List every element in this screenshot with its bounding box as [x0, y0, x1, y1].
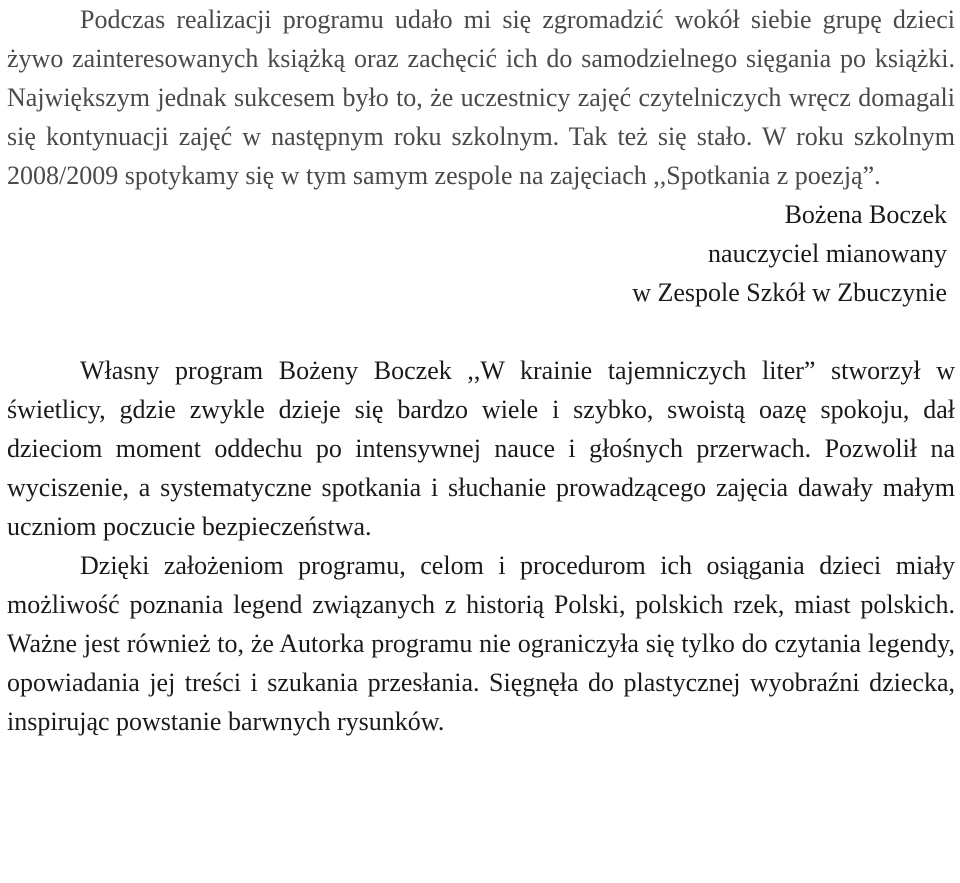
author-signature: [7, 195, 955, 312]
document-page: [7, 0, 955, 883]
report-paragraph: Podczas realizacji programu udało mi się zgromadzić wokół siebie grupę dzieci żywo zainteresowanych książką oraz zachęcić ich do samodzielnego sięgania po książki. Największym jednak sukcesem było to, że uczestnicy zajęć czytelniczych wręcz domagali się kontynuacji zajęć w następnym roku szkolnym. Tak też się stało. W roku szkolnym 2008/2009 spotykamy się w tym samym zespole na zajęciach ,,Spotkania z poezją”.: [7, 5, 955, 190]
review-paragraph: Własny program Bożeny Boczek ,,W krainie tajemniczych liter” stworzył w świetlicy, gdzie zwykle dzieje się bardzo wiele i szybko, swoistą oazę spokoju, dał dzieciom moment oddechu po intensywnej nauce i głośnych przerwach. Pozwolił na wyciszenie, a systematyczne spotkania i słuchanie prowadzącego zajęcia dawały małym uczniom poczucie bezpieczeństwa.: [7, 356, 955, 541]
author-title: nauczyciel mianowany: [708, 239, 947, 268]
author-name: Bożena Boczek: [784, 200, 947, 229]
review-paragraph-continued: Dzięki założeniom programu, celom i procedurom ich osiągania dzieci miały możliwość poznania legend związanych z historią Polski, polskich rzek, miast polskich. Ważne jest również to, że Autorka programu nie ograniczyła się tylko do czytania legendy, opowiadania jej treści i szukania przesłania. Sięgnęła do plastycznej wyobraźni dziecka, inspirując powstanie barwnych rysunków.: [7, 551, 955, 736]
author-school: w Zespole Szkół w Zbuczynie: [632, 278, 947, 307]
